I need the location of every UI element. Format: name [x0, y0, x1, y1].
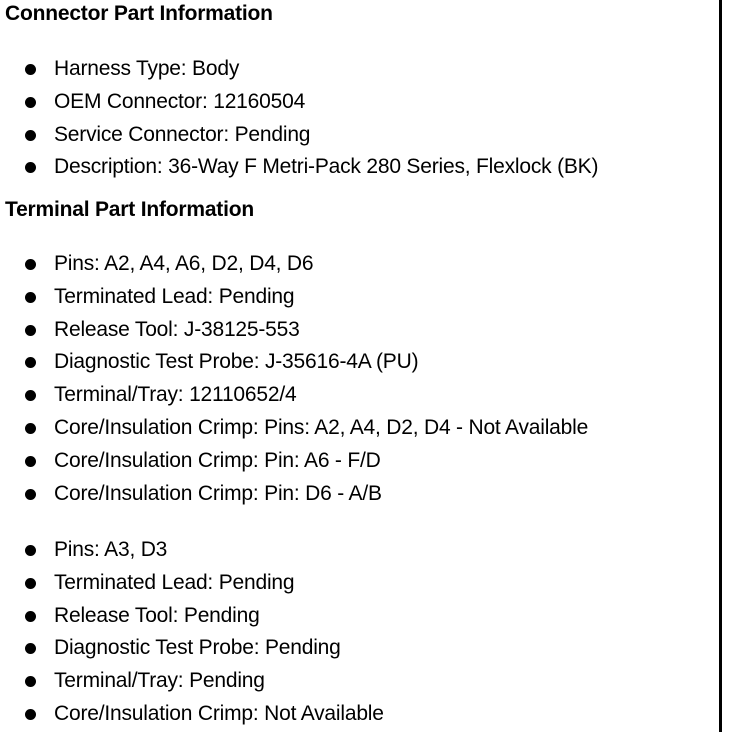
list-item-text: Terminated Lead: Pending [54, 570, 295, 594]
terminal-info-list-1 [0, 248, 588, 510]
list-item-text: Core/Insulation Crimp: Pin: D6 - A/B [54, 481, 382, 505]
list-item [0, 698, 384, 731]
bullet-icon [25, 456, 36, 467]
list-item [0, 86, 598, 119]
bullet-icon [25, 611, 36, 622]
bullet-icon [25, 545, 36, 556]
page-border-rule [719, 0, 722, 732]
list-item [0, 346, 588, 379]
list-item-text: Description: 36-Way F Metri-Pack 280 Series, Flexlock (BK) [54, 155, 599, 179]
bullet-icon [25, 97, 36, 108]
list-item [0, 534, 384, 567]
bullet-icon [25, 643, 36, 654]
list-item [0, 119, 598, 152]
list-item [0, 600, 384, 633]
list-item-text: Service Connector: Pending [54, 122, 311, 146]
terminal-info-list-2 [0, 534, 384, 731]
list-item [0, 632, 384, 665]
bullet-icon [25, 292, 36, 303]
connector-info-list [0, 53, 598, 184]
list-item [0, 567, 384, 600]
list-item-text: OEM Connector: 12160504 [54, 89, 306, 113]
list-item [0, 665, 384, 698]
list-item-text: Harness Type: Body [54, 57, 240, 80]
terminal-part-heading: Terminal Part Information [5, 198, 254, 221]
list-item [0, 478, 588, 511]
list-item-text: Terminal/Tray: Pending [54, 669, 265, 693]
bullet-icon [25, 489, 36, 500]
bullet-icon [25, 578, 36, 589]
connector-part-heading: Connector Part Information [5, 2, 273, 25]
bullet-icon [25, 325, 36, 336]
list-item [0, 379, 588, 412]
list-item-text: Terminal/Tray: 12110652/4 [54, 383, 297, 407]
list-item-text: Core/Insulation Crimp: Pin: A6 - F/D [54, 448, 381, 472]
list-item-text: Core/Insulation Crimp: Pins: A2, A4, D2, D4 - Not Available [54, 415, 589, 439]
list-item-text: Pins: A3, D3 [54, 538, 168, 561]
list-item-text: Diagnostic Test Probe: J-35616-4A (PU) [54, 350, 419, 374]
bullet-icon [25, 423, 36, 434]
bullet-icon [25, 64, 36, 75]
bullet-icon [25, 162, 36, 173]
list-item [0, 151, 598, 184]
bullet-icon [25, 676, 36, 687]
list-item [0, 281, 588, 314]
list-item-text: Core/Insulation Crimp: Not Available [54, 701, 384, 725]
list-item [0, 445, 588, 478]
list-item [0, 314, 588, 347]
list-item [0, 53, 598, 86]
bullet-icon [25, 390, 36, 401]
list-item [0, 412, 588, 445]
list-item-text: Pins: A2, A4, A6, D2, D4, D6 [54, 252, 314, 275]
bullet-icon [25, 709, 36, 720]
list-item-text: Diagnostic Test Probe: Pending [54, 636, 341, 660]
bullet-icon [25, 259, 36, 270]
list-item-text: Release Tool: Pending [54, 603, 260, 627]
bullet-icon [25, 130, 36, 141]
list-item-text: Terminated Lead: Pending [54, 284, 295, 308]
list-item-text: Release Tool: J-38125-553 [54, 317, 300, 341]
list-item [0, 248, 588, 281]
bullet-icon [25, 357, 36, 368]
